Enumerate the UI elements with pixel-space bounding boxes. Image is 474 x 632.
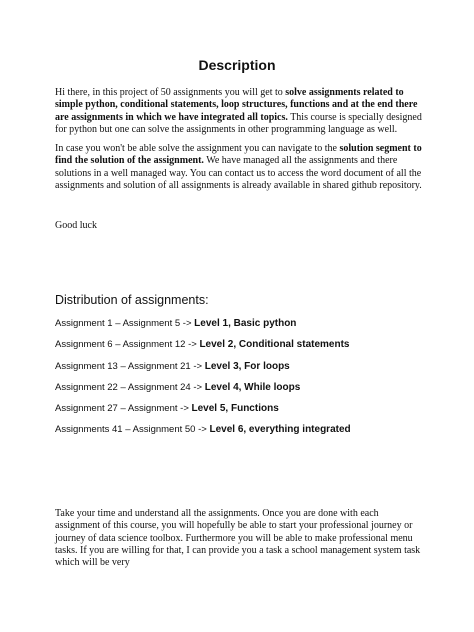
intro-paragraph xyxy=(55,87,425,136)
assignment-range: Assignment 1 – Assignment 5 -> xyxy=(55,318,195,329)
distribution-item xyxy=(55,424,351,445)
distribution-item xyxy=(55,403,351,424)
sign-off-text: Good luck xyxy=(55,220,97,231)
distribution-item xyxy=(55,382,351,403)
distribution-heading: Distribution of assignments: xyxy=(55,293,209,307)
assignment-range: Assignments 41 – Assignment 50 -> xyxy=(55,424,210,436)
document-title: Description xyxy=(198,57,276,73)
intro-text-bold: solve assignments related to simple python, conditional statements, loop structures, functions and at the end there are assignments in which we have integrated all topics. xyxy=(55,87,418,123)
assignment-range: Assignment 27 – Assignment -> xyxy=(55,403,192,415)
navigation-text-bold: solution segment to find the solution of the assignment. xyxy=(55,143,422,167)
assignment-level: Level 5, Functions xyxy=(191,403,279,415)
assignment-level: Level 4, While loops xyxy=(204,381,301,393)
distribution-item xyxy=(55,318,351,339)
assignment-level: Level 6, everything integrated xyxy=(209,424,351,436)
distribution-item xyxy=(55,361,351,382)
intro-text-start: Hi there, in this project of 50 assignments you will get to xyxy=(55,87,286,98)
navigation-text-end: We have managed all the assignments and there solutions in a well managed way. You can contact us to access the word document of all the assignments and solution of all assignments is already available in shared github repository. xyxy=(55,155,422,191)
intro-text-end: This course is specially designed for python but one can solve the assignments in other programming language as well. xyxy=(55,111,422,135)
assignment-range: Assignment 6 – Assignment 12 -> xyxy=(55,339,200,351)
navigation-text-start: In case you won't be able solve the assignment you can navigate to the xyxy=(55,143,340,154)
distribution-list xyxy=(55,318,351,446)
navigation-paragraph xyxy=(55,143,425,192)
assignment-level: Level 1, Basic python xyxy=(194,318,297,329)
closing-paragraph: Take your time and understand all the assignments. Once you are done with each assignment of this course, you will hopefully be able to start your professional journey or journey of data science toolbox. Furthermore you will be able to make professional menu tasks. If you are willing for that, I can provide you a task a school management system task which will be very xyxy=(55,508,421,569)
assignment-level: Level 3, For loops xyxy=(204,360,290,372)
assignment-range: Assignment 22 – Assignment 24 -> xyxy=(55,381,205,393)
assignment-level: Level 2, Conditional statements xyxy=(199,339,350,351)
assignment-range: Assignment 13 – Assignment 21 -> xyxy=(55,360,205,372)
distribution-item xyxy=(55,339,351,360)
